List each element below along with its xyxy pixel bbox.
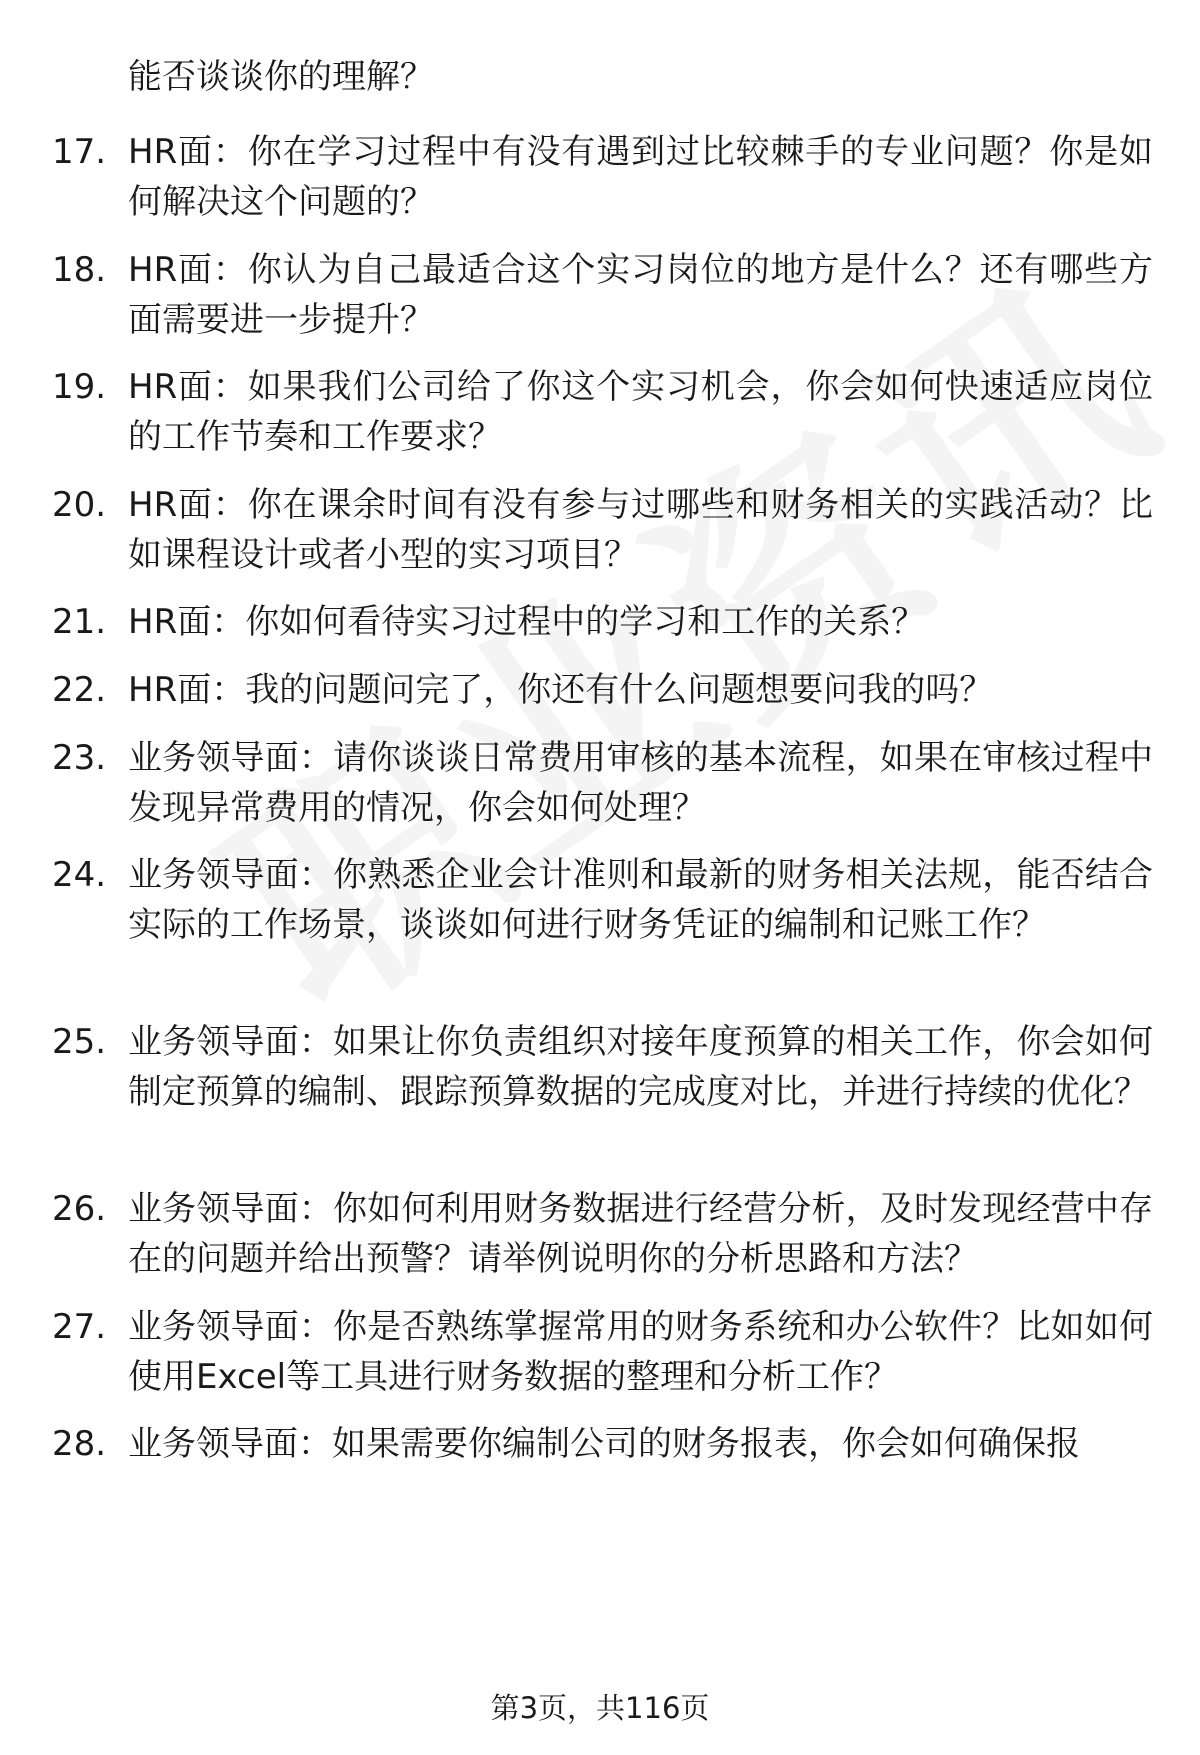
question-number: 17. xyxy=(52,132,107,172)
question-text: 业务领导面：如果需要你编制公司的财务报表，你会如何确保报 xyxy=(128,1424,1080,1464)
question-number: 26. xyxy=(52,1189,107,1229)
question-text: HR面：我的问题问完了，你还有什么问题想要问我的吗？ xyxy=(128,670,994,710)
question-number: 22. xyxy=(52,670,107,710)
question-number: 20. xyxy=(52,485,107,525)
question-number: 23. xyxy=(52,738,107,778)
question-text: 业务领导面：如果让你负责组织对接年度预算的相关工作，你会如何制定预算的编制、跟踪预算数据的完成度对比，并进行持续的优化？ xyxy=(128,1022,1153,1112)
question-text: 业务领导面：你如何利用财务数据进行经营分析，及时发现经营中存在的问题并给出预警？请举例说明你的分析思路和方法？ xyxy=(128,1189,1153,1279)
page-footer: 第3页，共116页 xyxy=(490,1691,710,1725)
question-text: HR面：你在课余时间有没有参与过哪些和财务相关的实践活动？比如课程设计或者小型的实习项目？ xyxy=(128,485,1153,575)
question-number: 19. xyxy=(52,367,107,407)
question-text: HR面：如果我们公司给了你这个实习机会，你会如何快速适应岗位的工作节奏和工作要求？ xyxy=(128,367,1153,457)
question-text: 业务领导面：你熟悉企业会计准则和最新的财务相关法规，能否结合实际的工作场景，谈谈如何进行财务凭证的编制和记账工作？ xyxy=(128,855,1153,945)
question-text: 业务领导面：请你谈谈日常费用审核的基本流程，如果在审核过程中发现异常费用的情况，你会如何处理？ xyxy=(128,738,1153,828)
question-number: 25. xyxy=(52,1022,107,1062)
question-number: 21. xyxy=(52,602,107,642)
question-number: 28. xyxy=(52,1424,107,1464)
question-text: HR面：你在学习过程中有没有遇到过比较棘手的专业问题？你是如何解决这个问题的？ xyxy=(128,132,1153,222)
question-continuation: 能否谈谈你的理解？ xyxy=(128,57,434,97)
question-number: 18. xyxy=(52,250,107,290)
question-text: 业务领导面：你是否熟练掌握常用的财务系统和办公软件？比如如何使用Excel等工具进行财务数据的整理和分析工作？ xyxy=(128,1307,1153,1397)
question-text: HR面：你如何看待实习过程中的学习和工作的关系？ xyxy=(128,602,926,642)
question-text: HR面：你认为自己最适合这个实习岗位的地方是什么？还有哪些方面需要进一步提升？ xyxy=(128,250,1153,340)
question-number: 24. xyxy=(52,855,107,895)
question-number: 27. xyxy=(52,1307,107,1347)
